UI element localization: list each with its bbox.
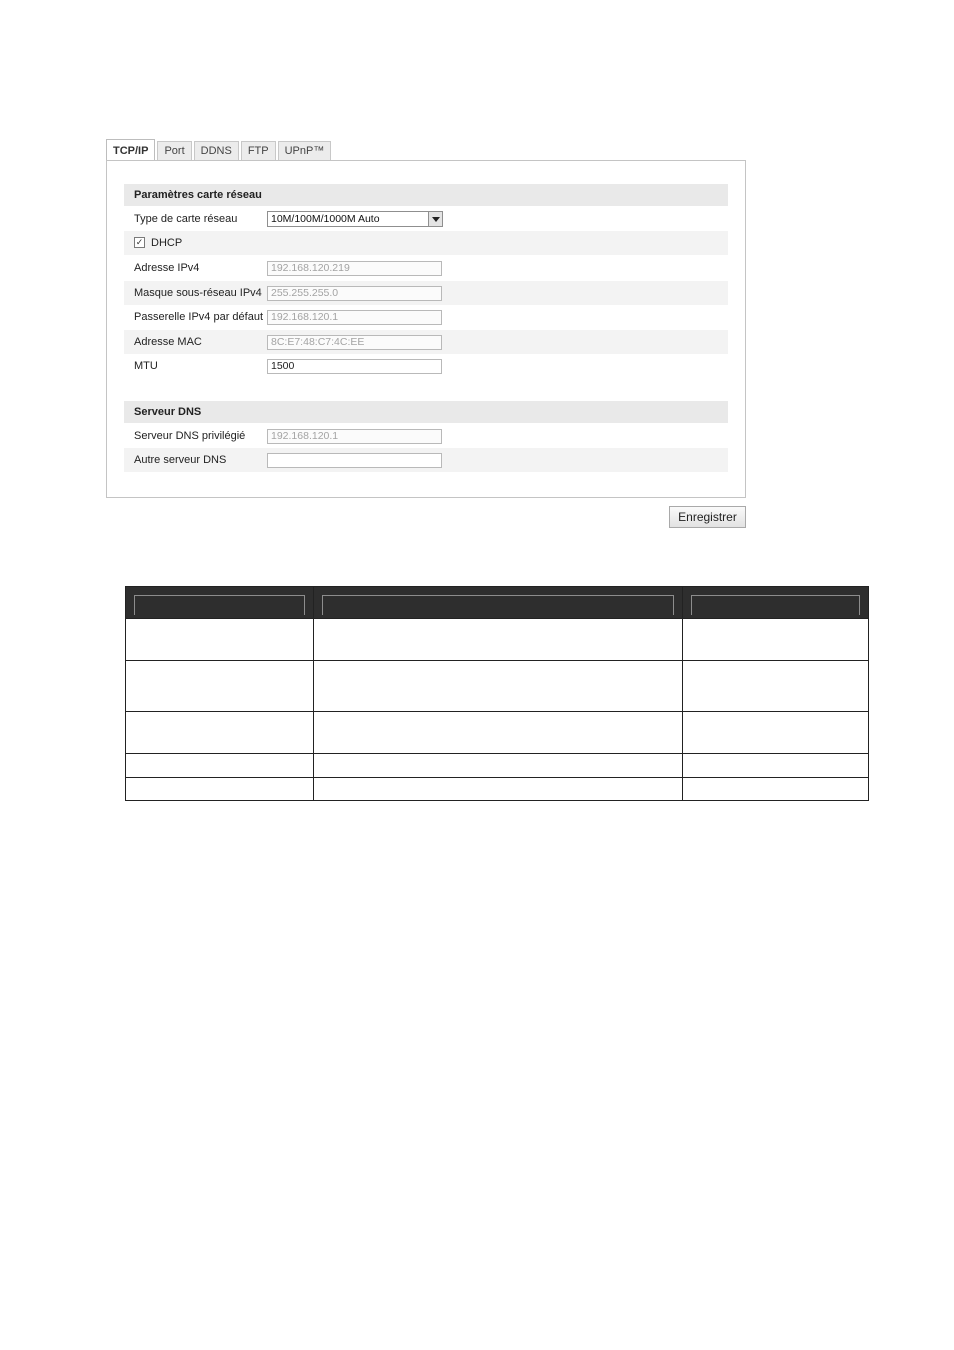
table-cell (126, 778, 314, 801)
save-button[interactable]: Enregistrer (669, 506, 746, 528)
mask-input[interactable]: 255.255.255.0 (267, 286, 442, 301)
table-cell (314, 712, 683, 754)
table-cell (683, 712, 869, 754)
nic-type-value: 10M/100M/1000M Auto (271, 213, 380, 225)
table-row (126, 712, 869, 754)
tab-bar (106, 138, 333, 161)
table-header-row (126, 587, 869, 619)
tab-port[interactable]: Port (157, 141, 191, 161)
ipv4-input[interactable]: 192.168.120.219 (267, 261, 442, 276)
tab-upnp[interactable]: UPnP™ (278, 141, 332, 161)
mtu-row (124, 354, 728, 378)
nic-type-label: Type de carte réseau (134, 213, 238, 225)
table-cell (314, 619, 683, 661)
gateway-row (124, 305, 728, 329)
dns-preferred-input[interactable]: 192.168.120.1 (267, 429, 442, 444)
mac-input[interactable]: 8C:E7:48:C7:4C:EE (267, 335, 442, 350)
chevron-down-icon[interactable] (428, 212, 442, 226)
table-cell (126, 619, 314, 661)
mask-row (124, 281, 728, 305)
table-cell (683, 754, 869, 778)
nic-type-row (124, 207, 728, 231)
table-cell (683, 661, 869, 712)
table-header-cell (126, 587, 314, 619)
network-section-title: Paramètres carte réseau (124, 184, 728, 206)
table-cell (683, 778, 869, 801)
ipv4-row (124, 256, 728, 280)
dns-alternate-label: Autre serveur DNS (134, 454, 227, 466)
dns-alternate-row (124, 448, 728, 472)
table-header-cell (683, 587, 869, 619)
mac-row (124, 330, 728, 354)
gateway-input[interactable]: 192.168.120.1 (267, 310, 442, 325)
table-header-cell (314, 587, 683, 619)
mask-label: Masque sous-réseau IPv4 (134, 287, 262, 299)
dns-alternate-input[interactable] (267, 453, 442, 468)
mac-label: Adresse MAC (134, 336, 202, 348)
tab-tcpip[interactable]: TCP/IP (106, 139, 155, 162)
settings-panel (106, 160, 746, 498)
table-cell (683, 619, 869, 661)
dns-preferred-label: Serveur DNS privilégié (134, 430, 246, 442)
dns-preferred-row (124, 424, 728, 448)
table-cell (314, 661, 683, 712)
tab-ddns[interactable]: DDNS (194, 141, 239, 161)
dhcp-row (124, 231, 728, 255)
mtu-input[interactable]: 1500 (267, 359, 442, 374)
parameter-table (125, 586, 869, 801)
ipv4-label: Adresse IPv4 (134, 262, 200, 274)
table-cell (126, 754, 314, 778)
dns-section-title: Serveur DNS (124, 401, 728, 423)
gateway-label: Passerelle IPv4 par défaut (134, 311, 264, 323)
table-cell (314, 754, 683, 778)
mtu-label: MTU (134, 360, 158, 372)
table-cell (126, 712, 314, 754)
nic-type-select[interactable] (267, 211, 443, 227)
table-row (126, 778, 869, 801)
tab-ftp[interactable]: FTP (241, 141, 276, 161)
dhcp-checkbox[interactable]: ✓ (135, 237, 144, 247)
dhcp-label: DHCP (151, 237, 183, 249)
table-row (126, 661, 869, 712)
table-cell (126, 661, 314, 712)
table-row (126, 754, 869, 778)
table-cell (314, 778, 683, 801)
table-row (126, 619, 869, 661)
